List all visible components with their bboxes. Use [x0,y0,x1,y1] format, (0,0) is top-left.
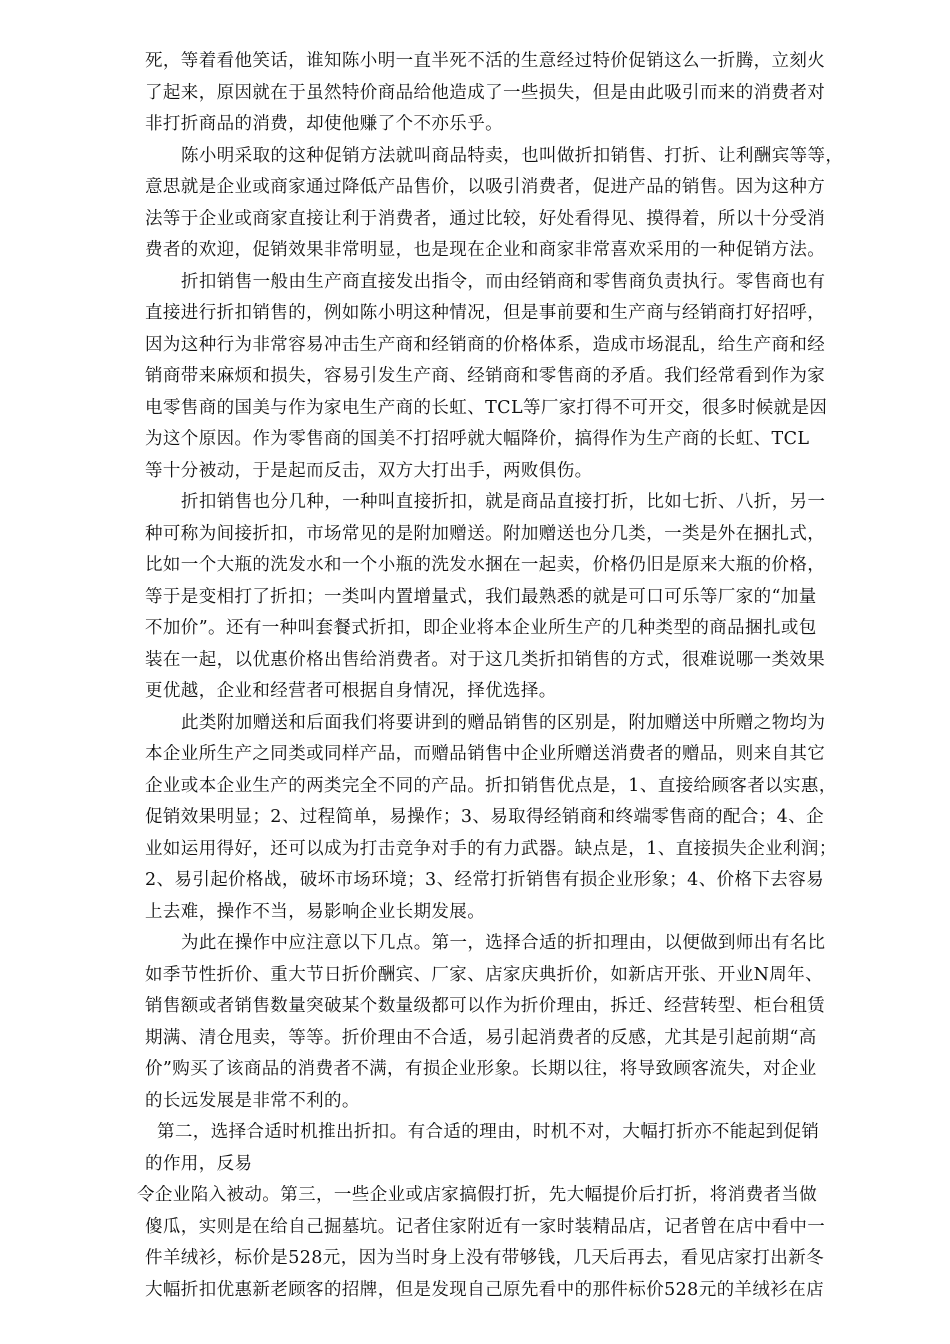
text-line: 比如一个大瓶的洗发水和一个小瓶的洗发水捆在一起卖，价格仍旧是原来大瓶的价格， [145,555,826,575]
text-line: 件羊绒衫，标价是528元，因为当时身上没有带够钱，几天后再去，看见店家打出新冬 [145,1248,824,1268]
text-line: 促销效果明显；2、过程简单，易操作；3、易取得经销商和终端零售商的配合；4、企 [145,807,824,827]
text-line: 业如运用得好，还可以成为打击竞争对手的有力武器。缺点是，1、直接损失企业利润； [145,838,837,859]
text-line: 死，等着看他笑话，谁知陈小明一直半死不活的生意经过特价促销这么一折腾，立刻火 [145,51,826,71]
paragraph-start-line: 第二，选择合适时机推出折扣。有合适的理由，时机不对，大幅打折亦不能起到促销 [157,1122,820,1142]
text-line: 种可称为间接折扣，市场常见的是附加赠送。附加赠送也分几类，一类是外在捆扎式， [145,523,826,544]
text-line: 电零售商的国美与作为家电生产商的长虹、TCL等厂家打得不可开交，很多时候就是因 [145,397,828,418]
text-line: 非打折商品的消费，却使他赚了个不亦乐乎。 [145,114,503,134]
text-line: 本企业所生产之同类或同样产品，而赠品销售中企业所赠送消费者的赠品，则来自其它 [145,744,826,764]
text-line: 的作用，反易 [145,1153,253,1174]
paragraph-start-line: 为此在操作中应注意以下几点。第一，选择合适的折扣理由，以便做到师出有名比 [181,933,826,953]
text-line: 傻瓜，实则是在给自己掘墓坑。记者住家附近有一家时装精品店，记者曾在店中看中一 [145,1216,826,1237]
text-line: 了起来，原因就在于虽然特价商品给他造成了一些损失，但是由此吸引而来的消费者对 [145,82,826,103]
document-body [137,46,875,1306]
text-line: 费者的欢迎，促销效果非常明显，也是现在企业和商家非常喜欢采用的一种促销方法。 [145,240,826,260]
text-line: 法等于企业或商家直接让利于消费者，通过比较，好处看得见、摸得着，所以十分受消 [145,208,826,229]
text-line: 令企业陷入被动。第三，一些企业或店家搞假打折，先大幅提价后打折，将消费者当做 [137,1185,818,1205]
text-line: 销商带来麻烦和损失，容易引发生产商、经销商和零售商的矛盾。我们经常看到作为家 [145,366,826,386]
text-line: 如季节性折价、重大节日折价酬宾、厂家、店家庆典折价，如新店开张、开业N周年、 [145,964,824,985]
text-line: 直接进行折扣销售的，例如陈小明这种情况，但是事前要和生产商与经销商打好招呼， [145,303,826,323]
text-line: 等于是变相打了折扣；一类叫内置增量式，我们最熟悉的就是可口可乐等厂家的“加量 [145,586,817,607]
paragraph-start-line: 折扣销售也分几种，一种叫直接折扣，就是商品直接打折，比如七折、八折，另一 [181,492,826,512]
text-line: 价”购买了该商品的消费者不满，有损企业形象。长期以往，将导致顾客流失，对企业 [145,1059,817,1079]
text-line: 为这个原因。作为零售商的国美不打招呼就大幅降价，搞得作为生产商的长虹、TCL [145,429,810,449]
text-line: 的长远发展是非常不利的。 [145,1090,360,1111]
text-line: 不加价”。还有一种叫套餐式折扣，即企业将本企业所生产的几种类型的商品捆扎或包 [145,618,817,638]
paragraph-start-line: 折扣销售一般由生产商直接发出指令，而由经销商和零售商负责执行。零售商也有 [181,271,826,292]
text-line: 更优越，企业和经营者可根据自身情况，择优选择。 [145,681,557,701]
paragraph-start-line: 此类附加赠送和后面我们将要讲到的赠品销售的区别是，附加赠送中所赠之物均为 [181,712,826,733]
text-line: 大幅折扣优惠新老顾客的招牌，但是发现自己原先看中的那件标价528元的羊绒衫在店 [145,1279,824,1300]
text-line: 等十分被动，于是起而反击，双方大打出手，两败俱伤。 [145,460,593,481]
text-line: 意思就是企业或商家通过降低产品售价，以吸引消费者，促进产品的销售。因为这种方 [145,177,826,197]
text-line: 上去难，操作不当，易影响企业长期发展。 [145,901,486,922]
text-line: 企业或本企业生产的两类完全不同的产品。折扣销售优点是，1、直接给顾客者以实惠， [145,775,837,796]
text-line: 销售额或者销售数量突破某个数量级都可以作为折价理由，拆迁、经营转型、柜台租赁 [145,996,826,1016]
text-line: 因为这种行为非常容易冲击生产商和经销商的价格体系，造成市场混乱，给生产商和经 [145,334,826,355]
text-line: 2、易引起价格战，破坏市场环境；3、经常打折销售有损企业形象；4、价格下去容易 [145,870,824,890]
text-line: 装在一起，以优惠价格出售给消费者。对于这几类折扣销售的方式，很难说哪一类效果 [145,649,826,670]
text-line: 期满、清仓甩卖，等等。折价理由不合适，易引起消费者的反感，尤其是引起前期“高 [145,1027,817,1048]
paragraph-start-line: 陈小明采取的这种促销方法就叫商品特卖，也叫做折扣销售、打折、让利酬宾等等， [181,145,844,166]
